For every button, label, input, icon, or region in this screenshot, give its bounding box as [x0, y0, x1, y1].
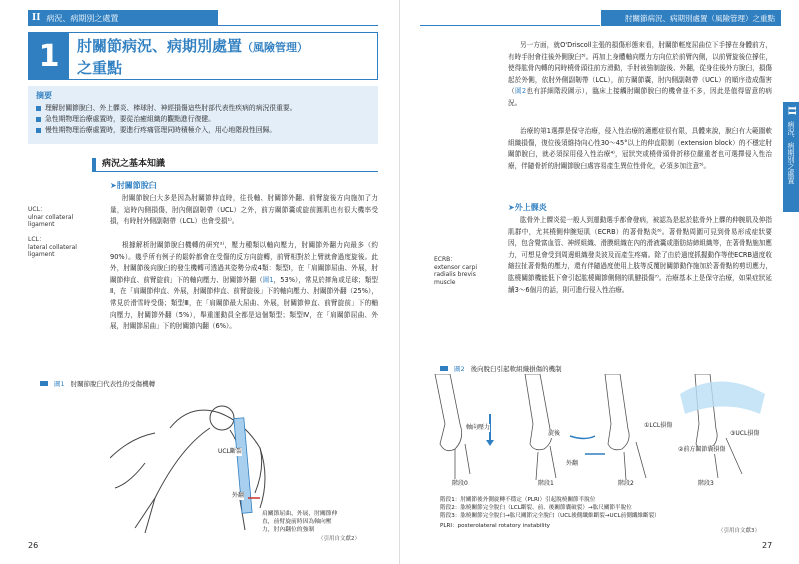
summary-box — [28, 86, 378, 144]
margin-note-ecrb: ECRB： extensor carpi radialis brevis muscle — [434, 256, 478, 286]
figure-marker-icon — [440, 366, 448, 371]
left-page — [0, 0, 399, 564]
header-rule — [420, 25, 600, 26]
summary-heading: 摘要 — [36, 91, 52, 100]
title-number: 1 — [29, 33, 69, 79]
summary-item: 急性期物理治療處置時，要從治癒組織的觀點進行復健。 — [36, 114, 370, 125]
side-tab[interactable]: II 病況、病期別之處置 — [783, 102, 799, 212]
paragraph: 肘關節脫臼大多是因為肘關節伸直時，往長軸、肘關節外翻、前臂旋後方向施加了力量，這時內側損傷，肘內側副韌帶（UCL）之外，前方關節囊或旋前圓肌也有很大機率受損，有時肘外側副韌帶（LCL）也會受損¹⁾。 — [110, 194, 378, 226]
page-number: 26 — [28, 541, 39, 550]
paragraph: 另一方面，就O'Driscoll主張的損傷形態來看，肘關節輕度屈曲位下手撐在身體前方，有時手肘會往後外側脫臼³⁾。再加上身體軸向壓力方向位於前臂內側，以前臂旋後位撐住，使得肱骨內轉的同時橈骨頭往前方滑動，手肘被強制旋後、外翻，從身往後外方脫臼，損傷起於外側，依肘外側副韌帶（LCL），前方關節囊，肘內側副韌帶（UCL）的順序造成傷害（圖2也有詳細階段圖示），臨床上接觸肘關節脫臼的機會並不多，因此是值得留意的病況。 — [508, 41, 772, 107]
page-number: 27 — [762, 541, 773, 550]
stage-label: 階段2 — [618, 480, 634, 487]
figure-ref[interactable]: 圖2 — [514, 87, 527, 96]
stage-label: 階段3 — [698, 480, 714, 487]
label-axial-load: 軸向壓力 — [466, 424, 491, 431]
label-ucl-injury: ③UCL損傷 — [730, 430, 760, 437]
label-capsule-injury: ②前方關節囊損傷 — [678, 446, 726, 453]
citation: （引用自文獻2） — [318, 536, 360, 542]
bullet-square-icon — [36, 117, 41, 122]
subsection-heading: ➤外上髁炎 — [508, 203, 547, 212]
callout-mechanism: 肩關節屈曲、外展，肘關節伸直，前臂旋前時因為軸向壓力，肘內翻位的強制 — [262, 510, 342, 534]
margin-note-ucl: UCL： ulnar collateral ligament — [28, 206, 74, 228]
section-heading: 病況之基本知識 — [92, 158, 378, 172]
summary-item: 理解肘關節脫臼、外上髁炎、棒球肘、神經損傷這些肘部代表性疾病的病況很重要。 — [36, 103, 370, 114]
paragraph: 治療的第1選擇是保守治療，侵入性治療的適應症很有限，具體來說，脫臼有大範圍軟組織損傷，復位後須維持向心性30～45°以上的伸直限制（extension block）的不穩定肘關節脫臼，就必須採用侵入性治療⁴⁾，冠狀突或橈骨頭骨折移位嚴重者也可選擇侵入性治療，伴隨骨折的肘關節脫臼處容易產生異位性骨化，必須多加注意⁵⁾。 — [508, 127, 772, 170]
bullet-square-icon — [36, 128, 41, 133]
figure-caption: 圖1 肘關節脫臼代表性的受傷機轉 — [40, 379, 155, 388]
callout-valgus: 外翻 — [232, 492, 245, 499]
figure2-legend: 階段1：肘關節後外側旋轉不穩定（PLRI）引起脫橈關節半脫位 階段2：肱橈關節完全脫臼（LCL斷裂、前、後關節囊破裂）→肱尺關節半脫位 階段3：肱橈關節完全脫臼→肱尺關節完全脫臼（UCL後側纖維斷裂→UCL前側纖維斷裂） PLRI：posterolateral rotatory instability — [440, 497, 660, 529]
running-header: 肘關節病況、病期別處置（風險管理）之重點 — [601, 10, 781, 26]
title-block — [28, 32, 378, 80]
title-line1-sub: （風險管理） — [242, 41, 309, 54]
title-line2: 之重點 — [77, 59, 123, 77]
figure-ref[interactable]: 圖1 — [262, 275, 274, 284]
citation: （引用自文獻3） — [718, 528, 760, 534]
label-supination: 旋後 — [548, 430, 561, 437]
figure-caption: 圖2 後向脫臼引起軟組織損傷的機制 — [440, 364, 562, 373]
summary-item: 慢性期物理治療處置時，要進行疼痛管理同時積極介入，用心地階段性回歸。 — [36, 125, 370, 136]
margin-note-lcl: LCL： lateral collateral ligament — [28, 236, 77, 258]
paragraph: 肱骨外上髁炎從一般人到運動選手都會發病，被認為是起於肱骨外上髁的伸腕肌及伸指肌群中，尤其橈側伸腕短肌（ECRB）的著骨點炎⁶⁾。著骨點周圍可見到骨易形成症狀要因，包含覺富血管、神經組織、滑膜組織在內的滑液囊或脂肪結締組織等，在著骨點施加應力，可想見會受到周邊組織發炎波及而產生疼痛。除了由於過度抓握動作等使ECRB過度收縮拉扯著骨點的壓力，還有伴隨過度使用上肢等反覆肘關節動作施加於著骨點的剪切應力，肱橈關節機能低下會引起肱橈關節側側的肌腱損傷⁷⁾。治療基本上是保守治療，如果症狀延續3～6個月的話，則可進行侵入性治療。 — [508, 216, 772, 294]
title-line1: 肘關節病況、病期別處置 — [77, 37, 243, 55]
stage-label: 階段1 — [538, 480, 554, 487]
header-rule — [218, 25, 378, 26]
subsection-heading: ➤肘關節脫臼 — [110, 181, 157, 190]
stage-label: 階段0 — [452, 480, 468, 487]
label-lcl-injury: ①LCL損傷 — [644, 422, 673, 429]
callout-ucl-rupture: UCL斷裂 — [218, 448, 242, 455]
bullet-square-icon — [36, 106, 41, 111]
label-valgus: 外翻 — [566, 460, 579, 467]
paragraph: 根據解析肘關節脫臼機轉的研究²⁾，壓力種類以軸向壓力，肘關節外翻力向最多（約90%）。幾乎所有例子的鬆幹都會在受傷的反方向旋轉，前臂相對於上臂就會過度旋後。此外，肘關節後向脫臼的發生機轉可透過其姿勢分成4類：類型Ⅰ，在「肩關節屈曲、外展，肘關節伸直、前臂旋前」下的軸向壓力、肘關節外翻（圖1，53%），常見於摔角或足球；類型Ⅱ，在「肩關節伸直、外展，肘關節伸直、前臂旋後」下的軸向壓力、肘關節外翻（25%），常見於滑雪時受傷；類型Ⅲ，在「肩關節最大屈曲、外展，肘關節伸直、前臂旋前」下的軸向壓力，肘關節外翻（5%），舉重運動員全都是這個類型；類型Ⅳ，在「肩關節屈曲、外展，肘關節屈曲」下的肘關節內翻（6%）。 — [110, 241, 378, 331]
chapter-label: 病況、病期別之處置 — [46, 13, 119, 23]
chapter-header — [28, 10, 218, 26]
figure-marker-icon — [40, 381, 48, 386]
chapter-roman: II — [32, 13, 41, 23]
page-title — [69, 33, 316, 79]
right-page — [400, 0, 799, 564]
